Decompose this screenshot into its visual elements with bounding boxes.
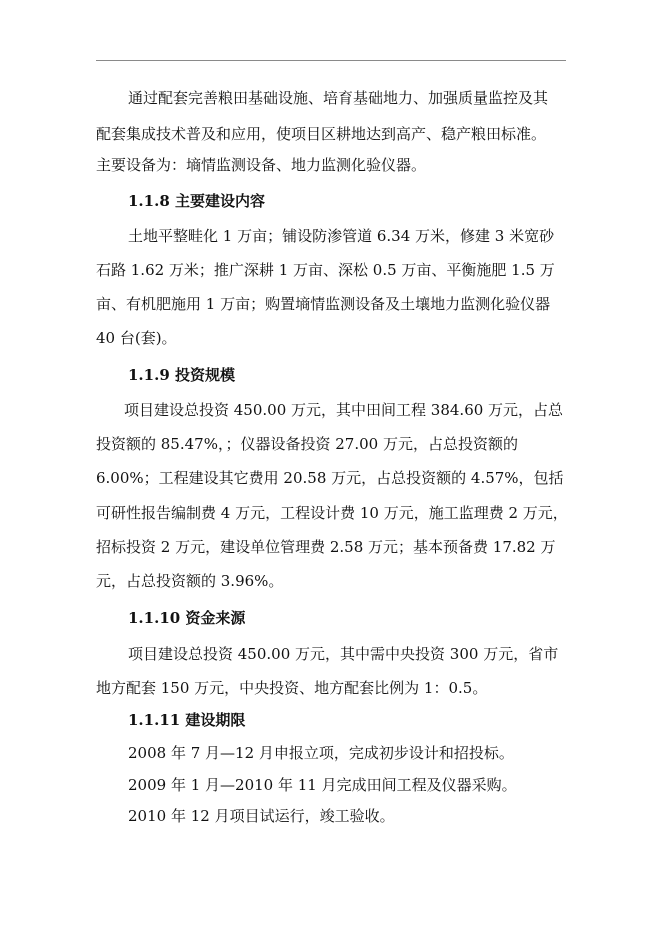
paragraph-line: 主要设备为：墒情监测设备、地力监测化验仪器。 <box>96 156 427 174</box>
paragraph-line: 通过配套完善粮田基础设施、培育基础地力、加强质量监控及其 <box>128 89 549 107</box>
paragraph-line: 地方配套 150 万元，中央投资、地方配套比例为 1：0.5。 <box>96 679 488 697</box>
section-heading-1-1-9: 1.1.9 投资规模 <box>128 366 235 384</box>
section-heading-1-1-8: 1.1.8 主要建设内容 <box>128 192 265 210</box>
schedule-line: 2010 年 12 月项目试运行，竣工验收。 <box>128 807 395 825</box>
section-heading-1-1-10: 1.1.10 资金来源 <box>128 609 246 627</box>
paragraph-line: 元，占总投资额的 3.96%。 <box>96 572 284 590</box>
paragraph-line: 项目建设总投资 450.00 万元，其中需中央投资 300 万元，省市 <box>128 645 559 663</box>
section-heading-1-1-11: 1.1.11 建设期限 <box>128 711 246 729</box>
schedule-line: 2008 年 7 月—12 月申报立项，完成初步设计和招投标。 <box>128 744 514 762</box>
paragraph-line: 投资额的 85.47%，；仪器设备投资 27.00 万元，占总投资额的 <box>96 435 518 453</box>
paragraph-line: 6.00%；工程建设其它费用 20.58 万元，占总投资额的 4.57%，包括 <box>96 469 564 487</box>
paragraph-line: 土地平整畦化 1 万亩；铺设防渗管道 6.34 万米，修建 3 米宽砂 <box>128 227 555 245</box>
paragraph-line: 亩、有机肥施用 1 万亩；购置墒情监测设备及土壤地力监测化验仪器 <box>96 295 551 313</box>
paragraph-line: 项目建设总投资 450.00 万元，其中田间工程 384.60 万元，占总 <box>124 401 564 419</box>
paragraph-line: 40 台(套)。 <box>96 329 177 347</box>
schedule-line: 2009 年 1 月—2010 年 11 月完成田间工程及仪器采购。 <box>128 776 517 794</box>
paragraph-line: 招标投资 2 万元，建设单位管理费 2.58 万元；基本预备费 17.82 万 <box>96 538 556 556</box>
paragraph-line: 配套集成技术普及和应用，使项目区耕地达到高产、稳产粮田标准。 <box>96 125 547 143</box>
paragraph-line: 可研性报告编制费 4 万元，工程设计费 10 万元，施工监理费 2 万元， <box>96 504 568 522</box>
paragraph-line: 石路 1.62 万米；推广深耕 1 万亩、深松 0.5 万亩、平衡施肥 1.5 万 <box>96 261 555 279</box>
header-rule <box>96 60 566 61</box>
